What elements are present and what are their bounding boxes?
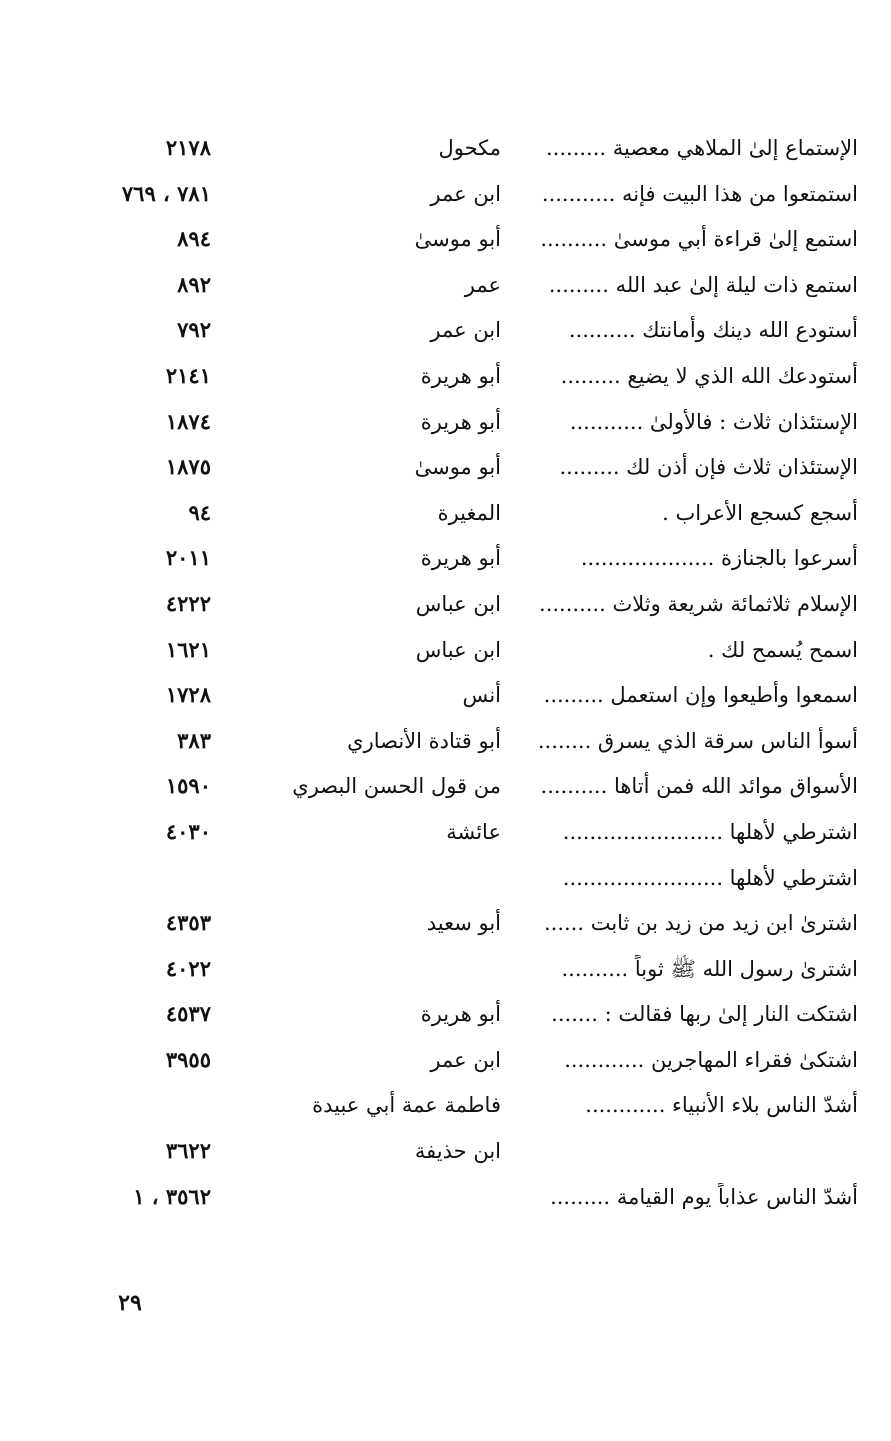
index-row [0,124,891,170]
index-row [0,1036,891,1082]
hadith-opening-text: استمتعوا من هذا البيت فإنه ........... [541,181,858,206]
hadith-number: ١٦٢١ [165,636,211,662]
index-row [0,808,891,854]
index-row [0,762,891,808]
index-row [0,1081,891,1127]
page-number: ٢٩ [118,1290,142,1316]
narrator-name: أبو موسىٰ [414,227,501,252]
index-row [0,580,891,626]
narrator-name: أبو هريرة [420,409,501,434]
hadith-opening-text: أسوأ الناس سرقة الذي يسرق ........ [537,728,858,753]
hadith-opening-text: استمع إلىٰ قراءة أبي موسىٰ .......... [540,227,858,252]
index-row [0,489,891,535]
hadith-number: ٧٨١ ، ٧٦٩ [121,180,211,206]
hadith-number: ٣٩٥٥ [165,1046,211,1072]
hadith-number: ٤٠٣٠ [165,818,211,844]
narrator-name: ابن عباس [415,591,501,616]
narrator-name: عائشة [446,819,501,844]
narrator-name: المغيرة [437,500,501,525]
narrator-name: أنس [462,683,501,708]
hadith-opening-text: اسمعوا وأطيعوا وإن استعمل ......... [543,683,858,708]
narrator-name: أبو هريرة [420,1002,501,1027]
hadith-opening-text: اشتكىٰ فقراء المهاجرين ............ [564,1047,858,1072]
narrator-name: أبو هريرة [420,363,501,388]
index-row [0,671,891,717]
index-row [0,534,891,580]
hadith-number: ٨٩٤ [177,226,211,252]
hadith-opening-text: أستودعك الله الذي لا يضيع ......... [560,363,858,388]
hadith-number: ٤٣٥٣ [165,910,211,936]
index-row [0,352,891,398]
index-row [0,170,891,216]
hadith-number: ١٨٧٤ [165,408,211,434]
hadith-number: ١٨٧٥ [165,454,211,480]
hadith-index-table [0,124,891,1218]
hadith-opening-text: اسمح يُسمح لك . [707,637,858,662]
hadith-opening-text: أسجع كسجع الأعراب . [662,500,858,525]
hadith-number: ٢١٤١ [165,362,211,388]
hadith-opening-text: اشتكت النار إلىٰ ربها فقالت : ....... [551,1002,858,1027]
hadith-opening-text: أشدّ الناس عذاباً يوم القيامة ......... [550,1184,858,1209]
narrator-name: ابن عباس [415,637,501,662]
hadith-opening-text: أسرعوا بالجنازة .................... [580,546,858,571]
hadith-opening-text: الأسواق موائد الله فمن أتاها .......... [540,774,858,799]
hadith-number: ٣٦٢٢ [165,1138,211,1164]
hadith-number: ٣٨٣ [177,727,211,753]
index-row [0,398,891,444]
narrator-name: أبو قتادة الأنصاري [347,728,501,753]
index-row [0,626,891,672]
hadith-number: ٢٠١١ [165,545,211,571]
index-row [0,1173,891,1219]
hadith-number: ٤٥٣٧ [165,1001,211,1027]
hadith-number: ٩٤ [188,499,211,525]
hadith-opening-text: اشترىٰ رسول الله ﷺ ثوباً .......... [561,956,858,981]
hadith-opening-text: اشترىٰ ابن زيد من زيد بن ثابت ...... [543,911,858,936]
hadith-opening-text: الإسلام ثلاثمائة شريعة وثلاث .......... [539,591,858,616]
hadith-opening-text: الإستئذان ثلاث : فالأولىٰ ........... [569,409,858,434]
narrator-name: مكحول [438,136,501,160]
hadith-opening-text: الإستماع إلىٰ الملاهي معصية ......... [546,136,858,160]
index-row [0,1127,891,1173]
index-row [0,443,891,489]
hadith-opening-text: اشترطي لأهلها ........................ [562,865,858,890]
hadith-opening-text: استمع ذات ليلة إلىٰ عبد الله ......... [548,272,858,297]
index-row [0,717,891,763]
narrator-name: ابن عمر [430,181,501,206]
hadith-number: ٤٢٢٢ [165,590,211,616]
hadith-opening-text: أستودع الله دينك وأمانتك .......... [568,318,858,343]
hadith-opening-text: اشترطي لأهلها ........................ [562,819,858,844]
hadith-number: ٢١٧٨ [165,135,211,160]
hadith-number: ١٧٢٨ [165,682,211,708]
index-row [0,899,891,945]
hadith-opening-text: الإستئذان ثلاث فإن أذن لك ......... [559,455,858,480]
index-row [0,261,891,307]
hadith-number: ١٥٩٠ [165,773,211,799]
index-row [0,215,891,261]
hadith-number: ٨٩٢ [177,271,211,297]
narrator-name: فاطمة عمة أبي عبيدة [312,1093,501,1118]
narrator-name: ابن عمر [430,1047,501,1072]
hadith-number: ٧٩٢ [177,317,211,343]
narrator-name: عمر [464,272,501,297]
hadith-number: ٣٥٦٢ ، ١ [133,1183,211,1209]
index-row [0,945,891,991]
hadith-opening-text: أشدّ الناس بلاء الأنبياء ............ [585,1093,858,1118]
index-row [0,306,891,352]
narrator-name: ابن عمر [430,318,501,343]
narrator-name: أبو هريرة [420,546,501,571]
narrator-name: أبو موسىٰ [414,455,501,480]
narrator-name: ابن حذيفة [414,1139,501,1164]
hadith-number: ٤٠٢٢ [165,955,211,981]
narrator-name: من قول الحسن البصري [292,774,501,799]
index-row [0,854,891,900]
index-row [0,990,891,1036]
narrator-name: أبو سعيد [426,911,501,936]
